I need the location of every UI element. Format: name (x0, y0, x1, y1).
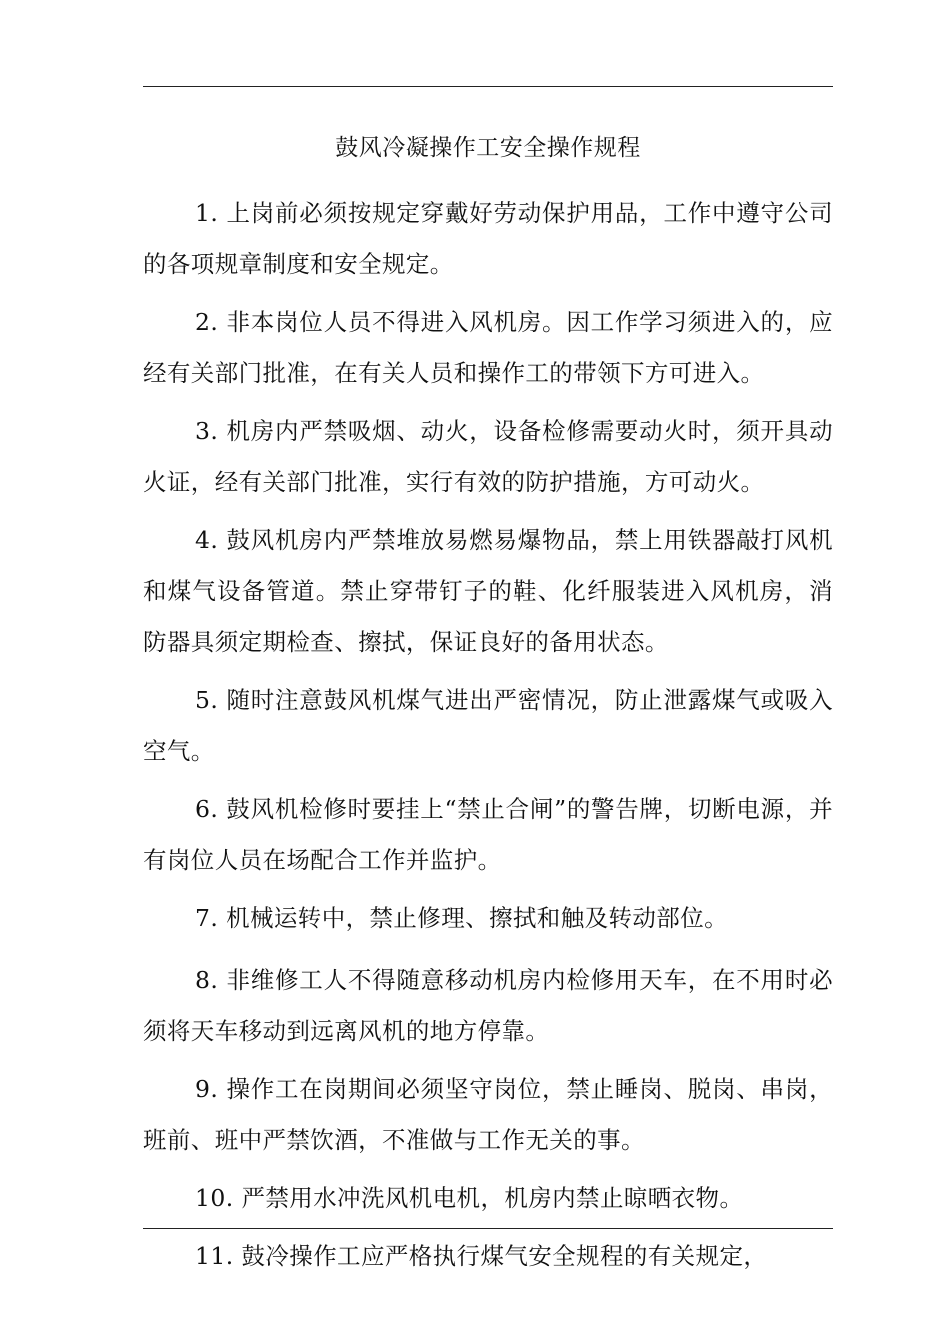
paragraph-7: 7. 机械运转中，禁止修理、擦拭和触及转动部位。 (195, 904, 728, 932)
header-rule (143, 86, 833, 87)
paragraph-8: 8. 非维修工人不得随意移动机房内检修用天车，在不用时必须将天车移动到远离风机的地方停靠。 (143, 966, 833, 1045)
paragraph-6: 6. 鼓风机检修时要挂上“禁止合闸”的警告牌，切断电源，并有岗位人员在场配合工作并监护。 (143, 795, 833, 874)
paragraph-4: 4. 鼓风机房内严禁堆放易燃易爆物品，禁上用铁器敲打风机和煤气设备管道。禁止穿带钉子的鞋、化纤服装进入风机房，消防器具须定期检查、擦拭，保证良好的备用状态。 (143, 526, 833, 656)
document-title: 鼓风冷凝操作工安全操作规程 (335, 135, 641, 161)
paragraph-11: 11. 鼓冷操作工应严格执行煤气安全规程的有关规定， (195, 1242, 768, 1270)
paragraph-5: 5. 随时注意鼓风机煤气进出严密情况，防止泄露煤气或吸入空气。 (143, 686, 833, 765)
paragraph-9: 9. 操作工在岗期间必须坚守岗位，禁止睡岗、脱岗、串岗，班前、班中严禁饮酒，不准做与工作无关的事。 (143, 1075, 833, 1154)
paragraph-2: 2. 非本岗位人员不得进入风机房。因工作学习须进入的，应经有关部门批准，在有关人员和操作工的带领下方可进入。 (143, 308, 833, 387)
paragraph-10: 10. 严禁用水冲洗风机电机，机房内禁止晾晒衣物。 (195, 1184, 744, 1212)
document-body (143, 188, 833, 1289)
paragraph-3: 3. 机房内严禁吸烟、动火，设备检修需要动火时，须开具动火证，经有关部门批准，实行有效的防护措施，方可动火。 (143, 417, 833, 496)
footer-rule (143, 1228, 833, 1229)
paragraph-1: 1. 上岗前必须按规定穿戴好劳动保护用品，工作中遵守公司的各项规章制度和安全规定。 (143, 199, 833, 278)
